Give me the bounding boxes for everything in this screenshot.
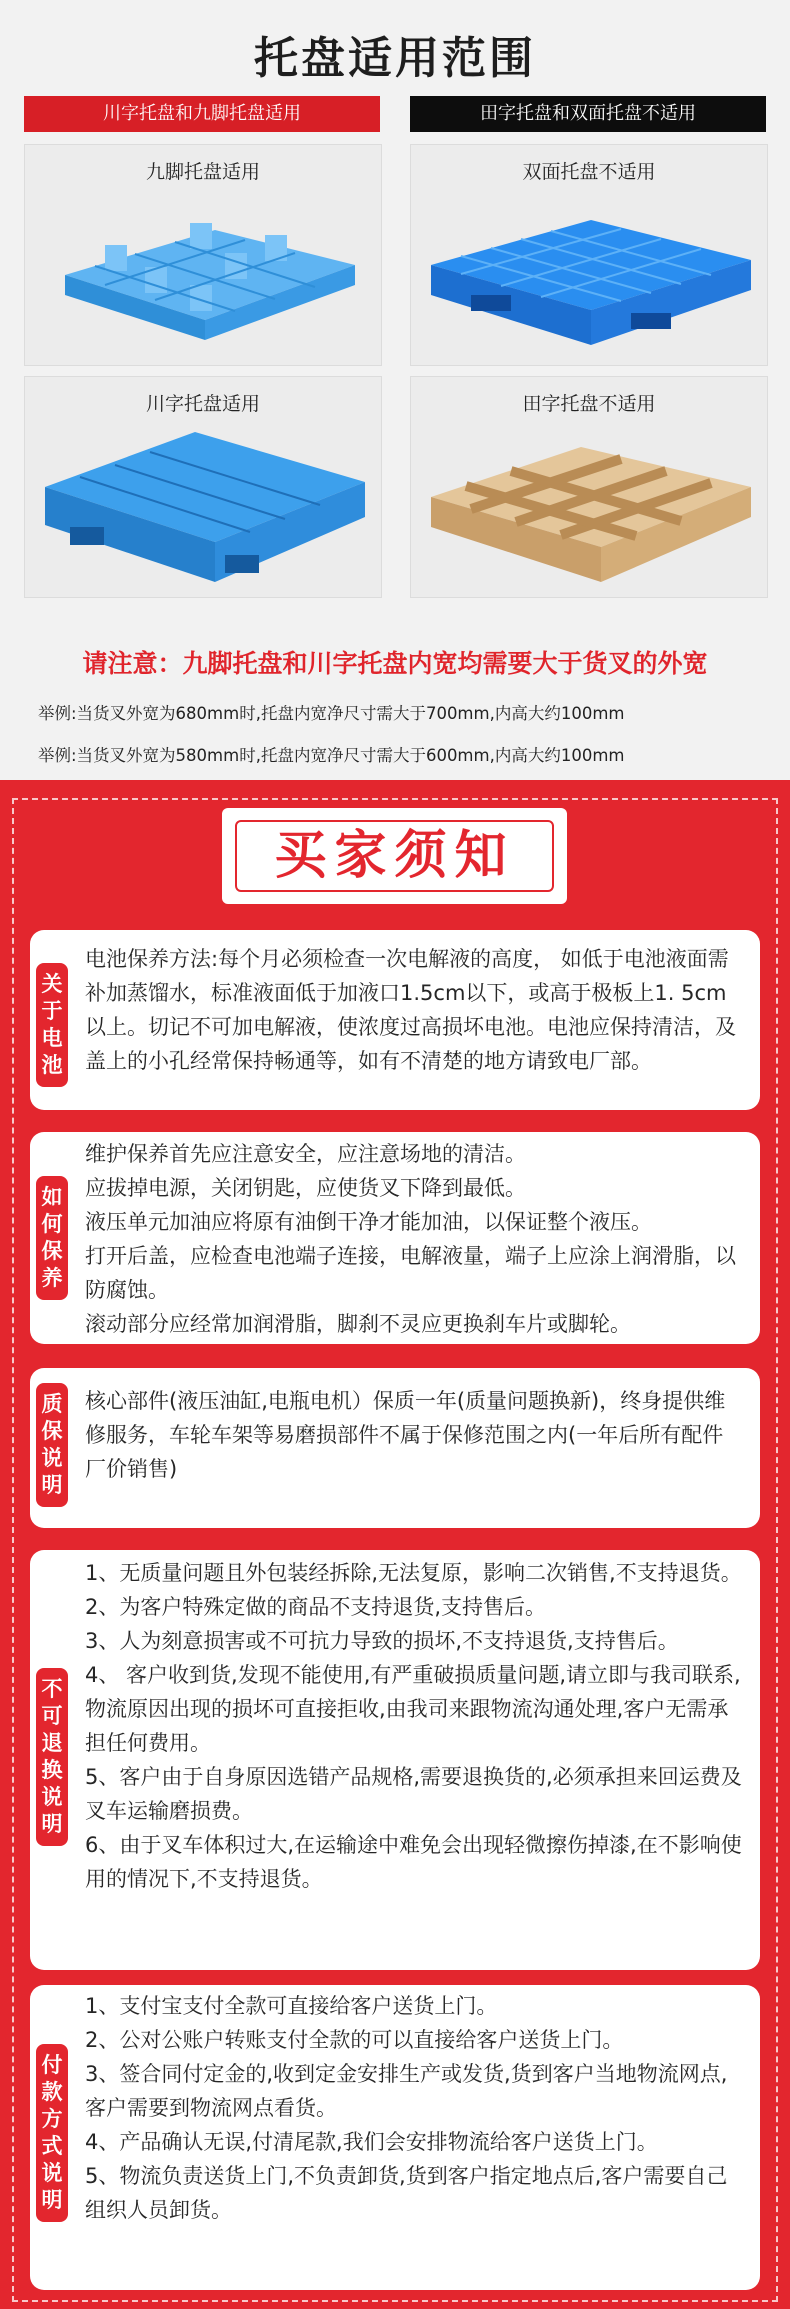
section-line: 2、为客户特殊定做的商品不支持退货,支持售后。 — [85, 1595, 547, 1619]
section-line: 电池保养方法:每个月必须检查一次电解液的高度， 如低于电池液面需补加蒸馏水，标准液面低于加液口1.5cm以下，或高于极板上1. 5cm以上。切记不可加电解液，使浓度过高损坏电池。电池应保持清洁，及盖上的小孔经常保持畅通等，如有不清楚的地方请致电厂部。 — [85, 947, 736, 1073]
no-return-tab: 不可退换说明 — [36, 1668, 68, 1846]
maintenance-card — [30, 1132, 760, 1344]
tile-caption: 双面托盘不适用 — [522, 161, 656, 183]
payment-card — [30, 1985, 760, 2290]
section-line: 核心部件(液压油缸,电瓶电机）保质一年(质量问题换新)，终身提供维修服务，车轮车架等易磨损部件不属于保修范围之内(一年后所有配件厂价销售) — [85, 1389, 726, 1481]
suitable-banner: 川字托盘和九脚托盘适用 — [24, 96, 380, 132]
section-line: 滚动部分应经常加润滑脂，脚刹不灵应更换刹车片或脚轮。 — [85, 1312, 631, 1336]
section-line: 5、物流负责送货上门,不负责卸货,货到客户指定地点后,客户需要自己组织人员卸货。 — [85, 2164, 728, 2222]
section-line: 液压单元加油应将原有油倒干净才能加油，以保证整个液压。 — [85, 1210, 652, 1234]
page-title: 托盘适用范围 — [254, 33, 536, 84]
section-line: 2、公对公账户转账支付全款的可以直接给客户送货上门。 — [85, 2028, 624, 2052]
payment-tab: 付款方式说明 — [36, 2044, 68, 2222]
buyer-notice-header — [222, 808, 567, 904]
notice-text: 请注意：九脚托盘和川字托盘内宽均需要大于货叉的外宽 — [82, 649, 708, 678]
double-sided-pallet-tile — [410, 144, 768, 366]
warranty-tab: 质保说明 — [36, 1383, 68, 1507]
warranty-text — [85, 1384, 742, 1486]
example-line-1: 举例:当货叉外宽为680mm时,托盘内宽净尺寸需大于700mm,内高大约100mm — [38, 704, 625, 723]
tile-caption: 田字托盘不适用 — [522, 393, 656, 415]
maintenance-tab: 如何保养 — [36, 1176, 68, 1300]
section-line: 5、客户由于自身原因选错产品规格,需要退换货的,必须承担来回运费及叉车运输磨损费。 — [85, 1765, 742, 1823]
nine-leg-pallet-tile — [24, 144, 382, 366]
unsuitable-banner: 田字托盘和双面托盘不适用 — [410, 96, 766, 132]
no-return-text — [85, 1556, 742, 1896]
tian-pallet-tile — [410, 376, 768, 598]
section-line: 3、签合同付定金的,收到定金安排生产或发货,货到客户当地物流网点,客户需要到物流网点看货。 — [85, 2062, 728, 2120]
usage-scope-section — [0, 0, 790, 780]
section-line: 1、无质量问题且外包装经拆除,无法复原，影响二次销售,不支持退货。 — [85, 1561, 742, 1585]
tile-caption: 九脚托盘适用 — [145, 161, 260, 183]
section-line: 维护保养首先应注意安全，应注意场地的清洁。 — [85, 1142, 526, 1166]
buyer-notice-title: 买家须知 — [235, 820, 554, 892]
payment-text — [85, 1989, 742, 2227]
example-line-2: 举例:当货叉外宽为580mm时,托盘内宽净尺寸需大于600mm,内高大约100mm — [38, 746, 625, 765]
section-line: 打开后盖，应检查电池端子连接，电解液量，端子上应涂上润滑脂，以防腐蚀。 — [85, 1244, 736, 1302]
no-return-card — [30, 1550, 760, 1970]
battery-tab: 关于电池 — [36, 963, 68, 1087]
tile-caption: 川字托盘适用 — [145, 393, 260, 415]
warranty-card — [30, 1368, 760, 1528]
section-line: 应拔掉电源，关闭钥匙，应使货叉下降到最低。 — [85, 1176, 526, 1200]
maintenance-text — [85, 1137, 742, 1341]
section-line: 4、产品确认无误,付清尾款,我们会安排物流给客户送货上门。 — [85, 2130, 658, 2154]
section-line: 1、支付宝支付全款可直接给客户送货上门。 — [85, 1994, 498, 2018]
section-line: 4、 客户收到货,发现不能使用,有严重破损质量问题,请立即与我司联系,物流原因出现的损坏可直接拒收,由我司来跟物流沟通处理,客户无需承担任何费用。 — [85, 1663, 741, 1755]
battery-text — [85, 942, 742, 1078]
section-line: 3、人为刻意损害或不可抗力导致的损坏,不支持退货,支持售后。 — [85, 1629, 679, 1653]
chuan-pallet-tile — [24, 376, 382, 598]
section-line: 6、由于叉车体积过大,在运输途中难免会出现轻微擦伤掉漆,在不影响使用的情况下,不支持退货。 — [85, 1833, 742, 1891]
battery-card — [30, 930, 760, 1110]
